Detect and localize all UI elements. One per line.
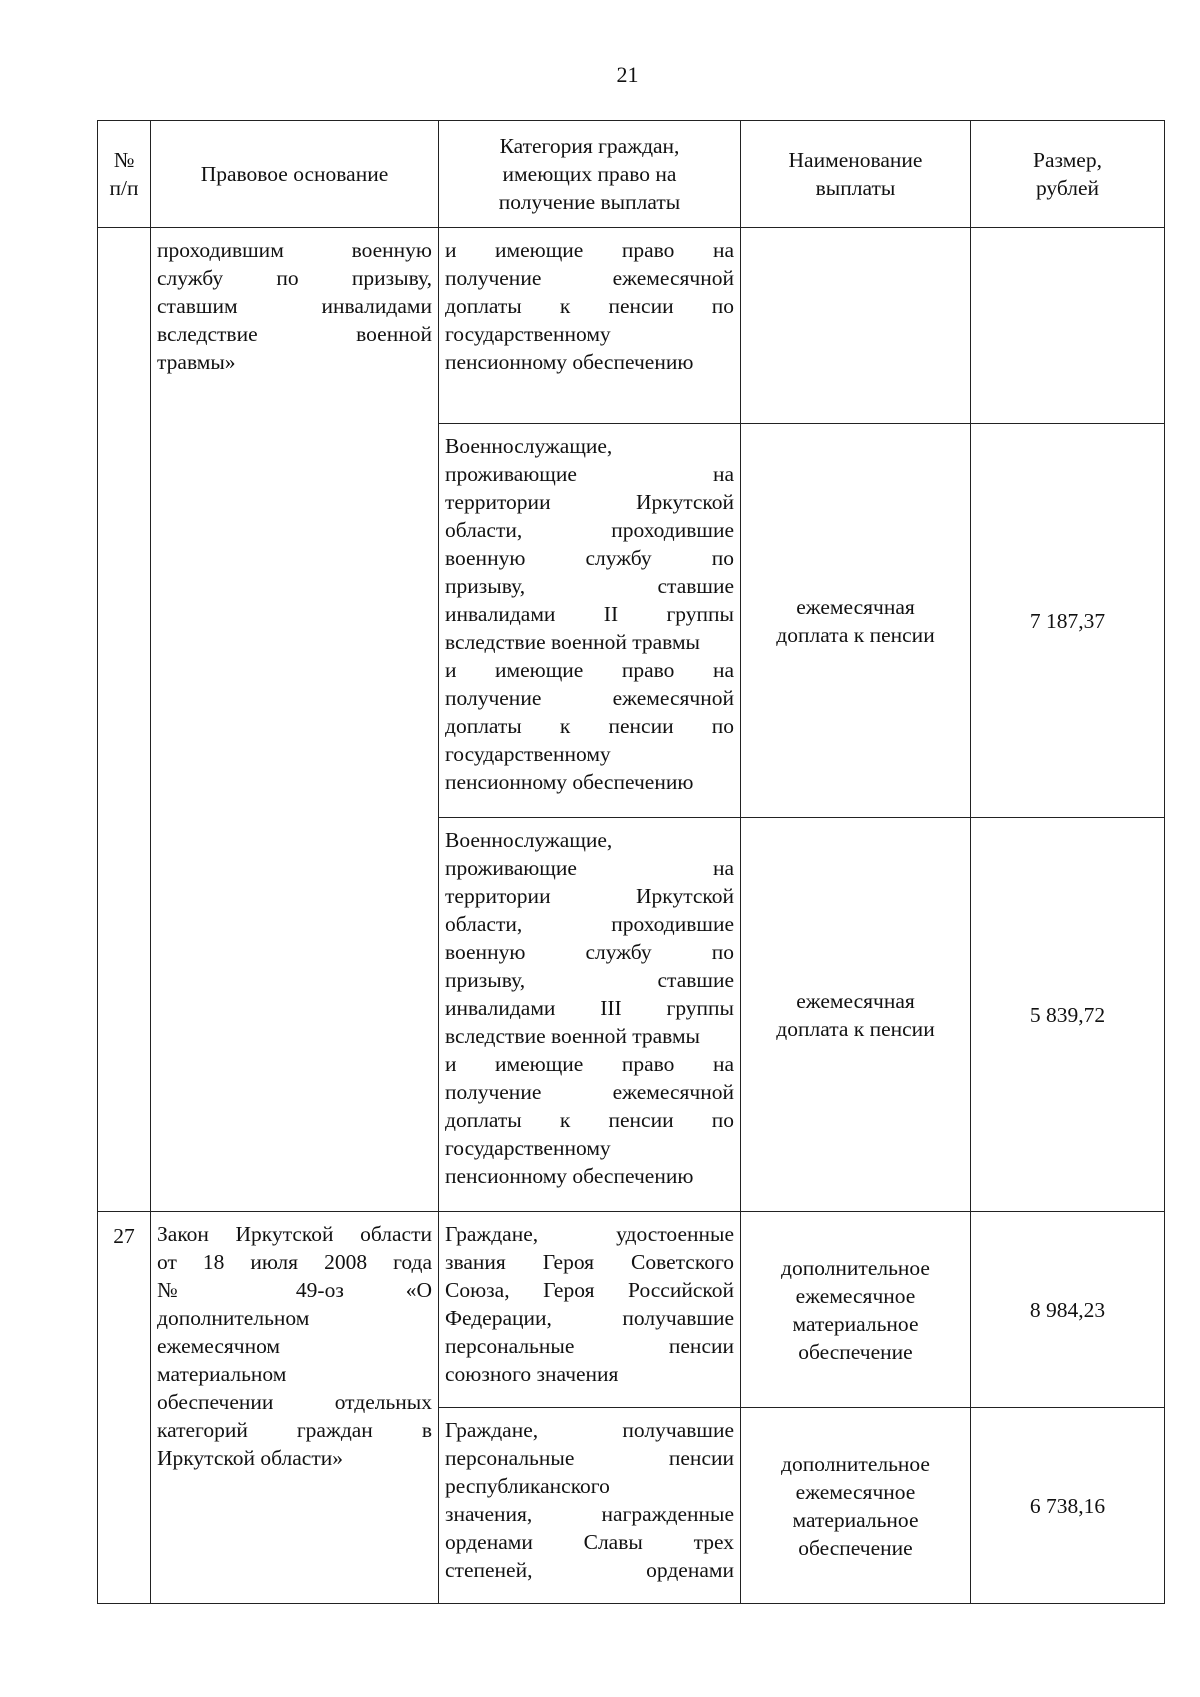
payment-name-cell: ежемесячная доплата к пенсии bbox=[741, 818, 971, 1212]
category-cell: Военнослужащие, проживающие на территории Иркутской области, проходившие военную службу по призыву, ставшие инвалидами III группы вследствие военной травмы и имеющие право на получение ежемесячной доплаты к пенсии по государственному пенсионному обеспечению bbox=[439, 818, 741, 1212]
category-cell: Граждане, получавшие персональные пенсии республиканского значения, награжденные орденами Славы трех степеней, орденами bbox=[439, 1408, 741, 1604]
category-cell: и имеющие право на получение ежемесячной доплаты к пенсии по государственному пенсионному обеспечению bbox=[439, 228, 741, 424]
payment-name-cell: дополнительное ежемесячное материальное обеспечение bbox=[741, 1212, 971, 1408]
row-number-cell: 27 bbox=[98, 1212, 151, 1604]
amount-cell: 5 839,72 bbox=[971, 818, 1165, 1212]
header-category: Категория граждан, имеющих право на получение выплаты bbox=[439, 121, 741, 228]
header-legal-basis: Правовое основание bbox=[151, 121, 439, 228]
category-cell: Военнослужащие, проживающие на территории Иркутской области, проходившие военную службу по призыву, ставшие инвалидами II группы вследствие военной травмы и имеющие право на получение ежемесячной доплаты к пенсии по государственному пенсионному обеспечению bbox=[439, 424, 741, 818]
amount-cell: 8 984,23 bbox=[971, 1212, 1165, 1408]
payment-name-cell bbox=[741, 228, 971, 424]
table-row bbox=[98, 1212, 1165, 1408]
payment-name-cell: ежемесячная доплата к пенсии bbox=[741, 424, 971, 818]
amount-cell: 7 187,37 bbox=[971, 424, 1165, 818]
header-number: № п/п bbox=[98, 121, 151, 228]
table-header-row bbox=[98, 121, 1165, 228]
table-row bbox=[98, 228, 1165, 424]
row-number-cell bbox=[98, 228, 151, 1212]
page-number: 21 bbox=[616, 62, 639, 87]
category-cell: Граждане, удостоенные звания Героя Советского Союза, Героя Российской Федерации, получавшие персональные пенсии союзного значения bbox=[439, 1212, 741, 1408]
header-payment-name: Наименование выплаты bbox=[741, 121, 971, 228]
payments-table bbox=[97, 120, 1165, 1604]
payment-name-cell: дополнительное ежемесячное материальное обеспечение bbox=[741, 1408, 971, 1604]
legal-basis-cell: Закон Иркутской области от 18 июля 2008 года № 49-оз «О дополнительном ежемесячном материальном обеспечении отдельных категорий граждан в Иркутской области» bbox=[151, 1212, 439, 1604]
legal-basis-cell: проходившим военную службу по призыву, ставшим инвалидами вследствие военной травмы» bbox=[151, 228, 439, 1212]
amount-cell: 6 738,16 bbox=[971, 1408, 1165, 1604]
amount-cell bbox=[971, 228, 1165, 424]
header-amount: Размер, рублей bbox=[971, 121, 1165, 228]
